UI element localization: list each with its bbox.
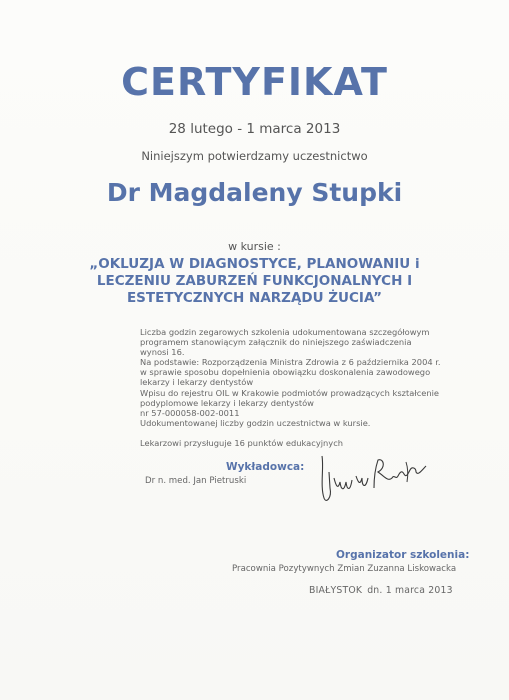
certificate-title: CERTYFIKAT <box>121 60 388 104</box>
details-line: Udokumentowanej liczby godzin uczestnictwa w kursie. <box>140 417 371 428</box>
details-line: w sprawie sposobu dopełnienia obowiązku doskonalenia zawodowego <box>140 367 431 378</box>
lecturer-signature <box>312 448 432 508</box>
place-and-date <box>309 585 458 596</box>
organizer-name: Pracownia Pozytywnych Zmian Zuzanna Liskowacka <box>232 564 457 574</box>
course-title-line: ESTETYCZNYCH NARZĄDU ŻUCIA” <box>126 290 383 306</box>
course-title-line: „OKLUZJA W DIAGNOSTYCE, PLANOWANIU i <box>89 256 420 272</box>
intro-text: Niniejszym potwierdzamy uczestnictwo <box>141 149 368 163</box>
course-title-line: LECZENIU ZABURZEŃ FUNKCJONALNYCH I <box>96 273 413 289</box>
course-dates: 28 lutego - 1 marca 2013 <box>168 121 341 137</box>
details-line: wynosi 16. <box>140 347 185 358</box>
lecturer-heading: Wykładowca: <box>226 461 305 473</box>
organizer-heading: Organizator szkolenia: <box>336 549 470 561</box>
details-line: Liczba godzin zegarowych szkolenia udokumentowana szczegółowym <box>140 327 430 337</box>
details-line: nr 57-000058-002-0011 <box>140 407 240 418</box>
course-title <box>60 256 449 307</box>
details-line: Wpisu do rejestru OIL w Krakowie podmiotów prowadzących kształcenie <box>140 387 440 398</box>
course-details <box>140 327 470 448</box>
details-line: Na podstawie: Rozporządzenia Ministra Zdrowia z 6 października 2004 r. <box>140 357 441 368</box>
issue-date: dn. 1 marca 2013 <box>367 585 453 596</box>
details-line: lekarzy i lekarzy dentystów <box>140 377 254 388</box>
place: BIAŁYSTOK <box>309 585 363 596</box>
details-line <box>140 428 470 438</box>
details-line: programem stanowiącym załącznik do niniejszego zaświadczenia <box>140 337 412 348</box>
in-course-label: w kursie : <box>228 240 281 253</box>
recipient-name: Dr Magdaleny Stupki <box>106 178 403 207</box>
details-line: podyplomowe lekarzy i lekarzy dentystów <box>140 397 314 408</box>
lecturer-name: Dr n. med. Jan Pietruski <box>145 476 247 486</box>
details-line: Lekarzowi przysługuje 16 punktów edukacyjnych <box>140 438 344 449</box>
